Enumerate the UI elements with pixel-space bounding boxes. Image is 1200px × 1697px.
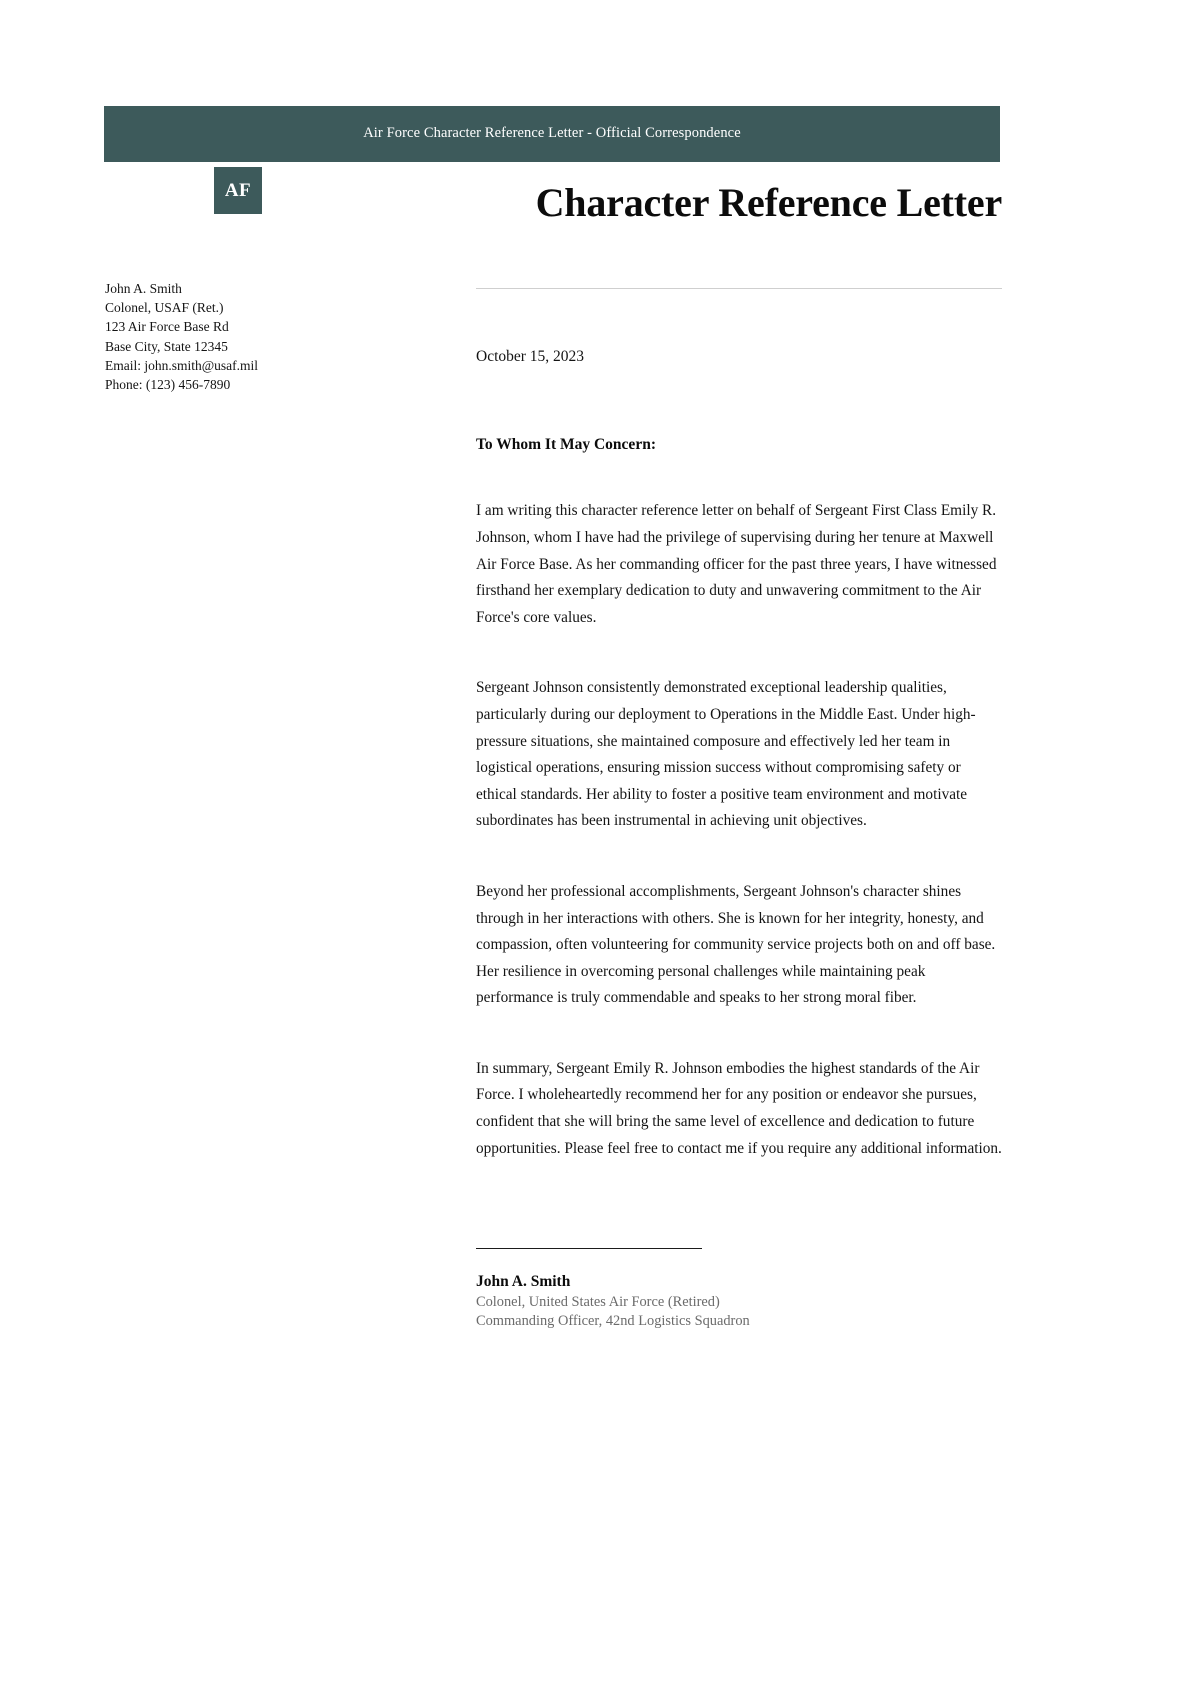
signature-block [476, 1248, 1002, 1331]
banner-label: Air Force Character Reference Letter - Official Correspondence [363, 125, 741, 142]
page-title: Character Reference Letter [535, 180, 1002, 225]
signer-position: Commanding Officer, 42nd Logistics Squadron [476, 1313, 750, 1330]
signer-rank: Colonel, United States Air Force (Retired) [476, 1294, 720, 1311]
sender-contact-block [105, 279, 405, 394]
title-divider [476, 288, 1002, 289]
air-force-logo-badge [214, 167, 262, 214]
letter-paragraph: Beyond her professional accomplishments, Sergeant Johnson's character shines through in her interactions with others. She is known for her integrity, honesty, and compassion, often volunteering for community service projects both on and off base. Her resilience in overcoming personal challenges while maintaining peak performance is truly commendable and speaks to her strong moral fiber. [476, 882, 996, 1007]
sender-rank: Colonel, USAF (Ret.) [105, 300, 224, 316]
sender-phone: Phone: (123) 456-7890 [105, 377, 231, 393]
sender-name: John A. Smith [105, 281, 182, 296]
letter-paragraph: I am writing this character reference letter on behalf of Sergeant First Class Emily R. Johnson, whom I have had the privilege of supervising during her tenure at Maxwell Air Force Base. As her commanding officer for the past three years, I have witnessed firsthand her exemplary dedication to duty and unwavering commitment to the Air Force's core values. [476, 502, 997, 626]
official-correspondence-banner [104, 106, 1000, 162]
letter-paragraph: In summary, Sergeant Emily R. Johnson embodies the highest standards of the Air Force. I wholeheartedly recommend her for any position or endeavor she pursues, confident that she will bring the same level of excellence and dedication to future opportunities. Please feel free to contact me if you require any additional information. [476, 1059, 1002, 1157]
signature-line [476, 1248, 702, 1249]
letter-salutation: To Whom It May Concern: [476, 435, 656, 453]
sender-street-address: 123 Air Force Base Rd [105, 319, 229, 335]
sender-city-state-zip: Base City, State 12345 [105, 338, 228, 354]
af-logo-initials: AF [224, 179, 252, 201]
sender-email: Email: john.smith@usaf.mil [105, 357, 259, 373]
letter-body-column [476, 180, 1002, 1331]
signer-name: John A. Smith [476, 1273, 571, 1291]
letter-date: October 15, 2023 [476, 348, 585, 365]
letter-paragraph: Sergeant Johnson consistently demonstrated exceptional leadership qualities, particularly during our deployment to Operations in the Middle East. Under high-pressure situations, she maintained composure and effectively led her team in logistical operations, ensuring mission success without compromising safety or ethical standards. Her ability to foster a positive team environment and motivate subordinates has been instrumental in achieving unit objectives. [476, 679, 976, 830]
